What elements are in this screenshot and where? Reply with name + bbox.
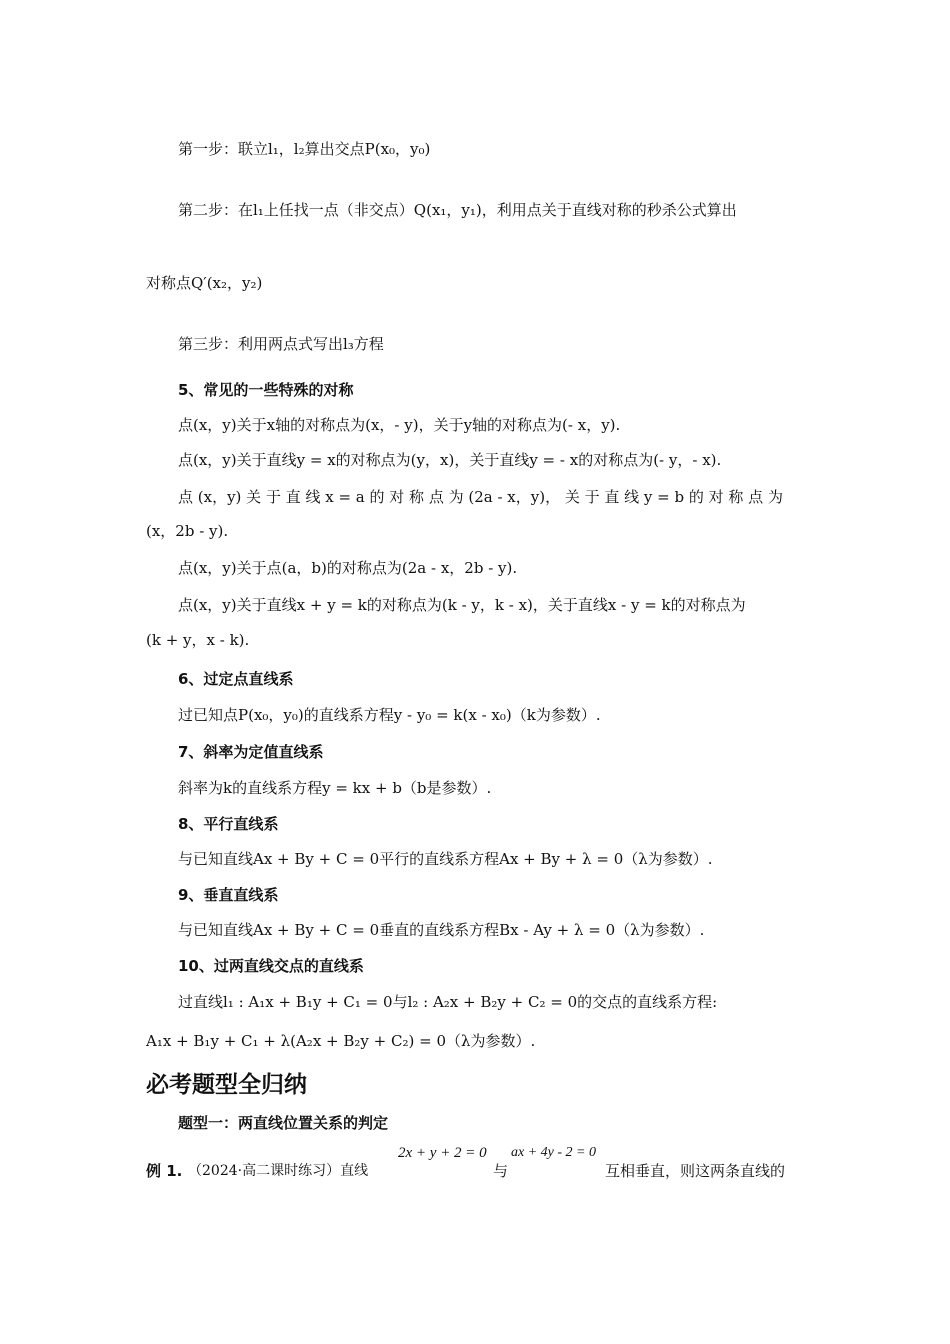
parallel-family: 与已知直线Ax + By + C = 0平行的直线系方程Ax + By + λ = 0（λ为参数）. <box>178 850 713 868</box>
symmetry-point: 点(x，y)关于点(a，b)的对称点为(2a - x，2b - y). <box>178 559 518 577</box>
step-2-cont: 对称点Q′(x₂，y₂) <box>146 274 263 292</box>
example-eq-1: 2x + y + 2 = 0 <box>398 1145 487 1161</box>
intersection-family: 过直线l₁ : A₁x + B₁y + C₁ = 0与l₂ : A₂x + B₂y + C₂ = 0的交点的直线系方程: <box>178 993 718 1011</box>
symmetry-sum-diff-cont: (k + y，x - k). <box>146 631 250 649</box>
symmetry-vertical-horizontal-cont: (x，2b - y). <box>146 522 229 540</box>
heading-6: 6、过定点直线系 <box>178 670 294 688</box>
heading-7: 7、斜率为定值直线系 <box>178 743 324 761</box>
symmetry-axes: 点(x，y)关于x轴的对称点为(x，- y)，关于y轴的对称点为(- x，y). <box>178 416 621 434</box>
symmetry-sum-diff: 点(x，y)关于直线x + y = k的对称点为(k - y，k - x)，关于直线x - y = k的对称点为 <box>178 596 746 614</box>
step-3: 第三步：利用两点式写出l₃方程 <box>178 335 384 353</box>
example-and: 与 <box>493 1162 509 1180</box>
example-tail: 互相垂直，则这两条直线的 <box>605 1162 786 1180</box>
intersection-family-eq: A₁x + B₁y + C₁ + λ(A₂x + B₂y + C₂) = 0（λ为参数）. <box>146 1032 536 1050</box>
example-label: 例 1. <box>146 1162 183 1180</box>
heading-5: 5、常见的一些特殊的对称 <box>178 381 354 399</box>
question-type-1: 题型一：两直线位置关系的判定 <box>178 1114 389 1132</box>
step-2: 第二步：在l₁上任找一点（非交点）Q(x₁，y₁)，利用点关于直线对称的秒杀公式算出 <box>178 201 737 219</box>
example-eq-2: ax + 4y - 2 = 0 <box>511 1145 596 1160</box>
fixed-slope-family: 斜率为k的直线系方程y = kx + b（b是参数）. <box>178 779 492 797</box>
step-1: 第一步：联立l₁，l₂算出交点P(x₀，y₀) <box>178 140 431 158</box>
section-title: 必考题型全归纳 <box>146 1072 307 1098</box>
symmetry-diagonals: 点(x，y)关于直线y = x的对称点为(y，x)，关于直线y = - x的对称点为(- y，- x). <box>178 451 722 469</box>
fixed-point-family: 过已知点P(x₀，y₀)的直线系方程y - y₀ = k(x - x₀)（k为参数）. <box>178 706 601 724</box>
heading-8: 8、平行直线系 <box>178 815 279 833</box>
example-source: （2024·高二课时练习）直线 <box>188 1163 369 1179</box>
symmetry-vertical-horizontal: 点 (x，y) 关 于 直 线 x = a 的 对 称 点 为 (2a - x，y)， 关 于 直 线 y = b 的 对 称 点 为 <box>178 488 783 506</box>
perpendicular-family: 与已知直线Ax + By + C = 0垂直的直线系方程Bx - Ay + λ = 0（λ为参数）. <box>178 921 705 939</box>
heading-10: 10、过两直线交点的直线系 <box>178 957 364 975</box>
heading-9: 9、垂直直线系 <box>178 886 279 904</box>
